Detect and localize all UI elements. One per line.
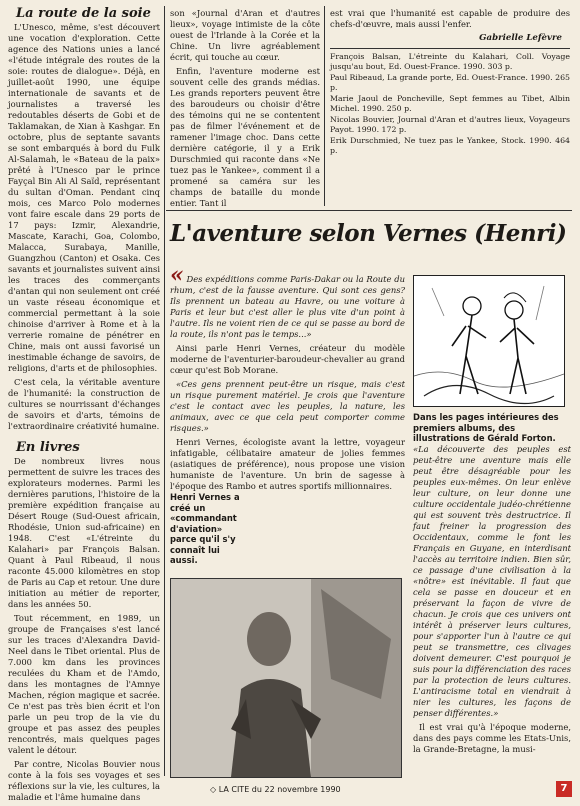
page-number: 7 — [556, 781, 572, 797]
comic-illustration — [413, 275, 565, 407]
paragraph: son «Journal d'Aran et d'autres lieux», voyage intimiste de la côte ouest de l'Irlande à la Corée et la Chine. Un livre agréablement écrit, qui touche au cœur. — [170, 8, 320, 62]
bibliography — [330, 52, 570, 156]
article-headline: L'aventure selon Vernes (Henri) — [170, 220, 567, 247]
article-column-right — [413, 444, 571, 758]
bibliography-item: Paul Ribeaud, La grande porte, Ed. Ouest-France. 1990. 265 p. — [330, 73, 570, 92]
column-1 — [8, 8, 160, 806]
paragraph: L'Unesco, même, s'est découvert une vocation d'exploration. Cette agence des Nations unies a lancé «l'étude intégrale des routes de la soie: routes de dialogue». Déjà, en juillet-août 1990, une équipe internationale de savants et de journalistes a traversé les redoutables déserts de Gobi et de Taklamakan, de Xian à Kashgar. En octobre, plus de septante savants se sont embarqués à bord du Fulk Al-Salamah, le «Bateau de la paix» prêté à l'Unesco par le prince Fayçal Bin Ali Al Saïd, représentant du sultan d'Oman. Pendant cinq mois, ces Marco Polo modernes vont faire escale dans 29 ports de 17 pays: Izmir, Alexandrie, Mascate, Karachi, Goa, Colombo, Malacca, Surabaya, Manille, Guangzhou (Canton) et Osaka. Ces savants et journalistes suivent ainsi les traces des commerçants d'antan qui non seulement ont créé un vaste réseau économique et commercial permettant à la soie chinoise d'arriver à Rome et à la verrerie romaine de pénétrer en Chine, mais ont aussi favorisé un inestimable échange de savoirs, de religions, d'arts et de philosophies. — [8, 22, 160, 373]
photo-henri-vernes — [170, 578, 402, 778]
paragraph: C'est cela, la véritable aventure de l'humanité: la construction de cultures se nourrissant d'échanges de savoirs et d'arts, témoins de l'extraordinaire créativité humaine. — [8, 377, 160, 431]
heading-en-livres: En livres — [16, 440, 80, 455]
photo-figure-icon — [171, 579, 401, 777]
paragraph: Il est vrai qu'à l'époque moderne, dans des pays comme les Etats-Unis, la Grande-Bretagne, la musi- — [413, 722, 571, 754]
photo-caption: Henri Vernes a créé un «commandant d'aviation» parce qu'il s'y connaît lui aussi. — [170, 492, 240, 565]
bibliography-item: Marie Jaoul de Poncheville, Sept femmes au Tibet, Albin Michel. 1990. 250 p. — [330, 94, 570, 113]
opening-quote — [170, 262, 405, 340]
diamond-icon: ◇ — [210, 785, 217, 794]
publication-date: du 22 novembre 1990 — [251, 785, 341, 794]
quote-paragraph: «Ces gens prennent peut-être un risque, mais c'est un risque purement matériel. Je crois que l'aventure c'est le contact avec les peuples, la nature, les animaux, avec ce que cela peut comporter comme risques.» — [170, 379, 405, 433]
paragraph: Tout récemment, en 1989, un groupe de Françaises s'est lancé sur les traces d'Alexandra David-Neel dans le Tibet oriental. Plus de 7.000 km dans les provinces reculées du Kham et de l'Amdo, dans les montagnes de l'Amnye Machen, région magique et sacrée. Ce n'est pas très bien écrit et l'on parle un peu trop de la vie du groupe et pas assez des peuples rencontrés, mais quelques pages valent le détour. — [8, 613, 160, 755]
column-divider — [164, 6, 165, 776]
paragraph: Par contre, Nicolas Bouvier nous conte à la fois ses voyages et ses réflexions sur la vie, les cultures, la maladie et l'âme humaine dans — [8, 759, 160, 802]
author-byline: Gabrielle Lefèvre — [479, 33, 562, 43]
bibliography-item: Nicolas Bouvier, Journal d'Aran et d'autres lieux, Voyageurs Payot. 1990. 172 p. — [330, 115, 570, 134]
article-column-middle — [170, 262, 405, 495]
paragraph: Henri Vernes, écologiste avant la lettre, voyageur infatigable, célibataire amateur de jolies femmes (asiatiques de préférence), nous propose une vision humaniste de l'aventure. Un brin de sagesse à l'époque des Rambo et autres sportifs millionnaires. — [170, 437, 405, 491]
quote-paragraph: «La découverte des peuples est peut-être une aventure mais elle peut être désagréable pour les peuples eux-mêmes. On leur enlève leur culture, on leur donne une culture occidentale judéo-chrétienne qui est souvent très destructrice. Il faut freiner la progression des Occidentaux, comme le font les Français en Guyane, en interdisant l'accès au territoire indien. Bien sûr, ce passage d'une civilisation à la «nôtre» est inévitable. Il faut que cela se passe en douceur et en préservant la façon de vivre de chacun. Je crois que ces univers ont intérêt à préserver leurs cultures, pour s'apporter l'un à l'autre ce qui peut se transmettre, ces clivages doivent demeurer. C'est pourquoi je suis pour la différenciation des races par la protection de leurs cultures. L'antiracisme total en viendrait à nier les cultures, les façons de penser différentes.» — [413, 444, 571, 718]
quote-text: Des expéditions comme Paris-Dakar ou la Route du rhum, c'est de la fausse aventure. Qui sont ces gens? Ils prennent un bateau au Havre, ou une voiture à Paris et leur but c'est aller le plus vite d'un point à l'autre. Ils ne voient rien de ce qui se passe au bord de la route, ils n'ont pas le temps...» — [170, 274, 405, 339]
bibliography-item: François Balsan, L'étreinte du Kalahari, Coll. Voyage jusqu'au bout, Ed. Ouest-France. 1990. 303 p. — [330, 52, 570, 71]
page-footer — [0, 778, 580, 800]
drawing-caption: Dans les pages intérieures des premiers albums, des illustrations de Gérald Forton. — [413, 412, 559, 443]
footer-text — [210, 785, 341, 794]
article-top-rule — [166, 210, 572, 211]
column-3 — [330, 8, 570, 157]
paragraph: est vrai que l'humanité est capable de produire des chefs-d'œuvre, mais aussi l'enfer. — [330, 8, 570, 29]
paragraph: Ainsi parle Henri Vernes, créateur du modèle moderne de l'aventurier-baroudeur-chevalier au grand cœur qu'est Bob Morane. — [170, 343, 405, 375]
divider — [330, 48, 570, 49]
column-2 — [170, 8, 320, 212]
paragraph: De nombreux livres nous permettent de suivre les traces des explorateurs modernes. Parmi les dernières parutions, l'histoire de la première expédition française au Désert Rouge (Sud-Ouest africain, Rhodésie, Union sud-africaine) en 1948. C'est «L'étreinte du Kalahari» par François Balsan. Quant à Paul Ribeaud, il nous raconte 45.000 kilomètres en stop de Paris au Cap et retour. Une dure initiation au métier de reporter, dans les années 50. — [8, 456, 160, 609]
heading-route-de-la-soie: La route de la soie — [16, 6, 151, 21]
paragraph: Enfin, l'aventure moderne est souvent celle des grands médias. Les grands reporters peuvent être des baroudeurs ou choisir d'être des témoins qui ne se contentent pas de filmer l'événement et de ramener l'image choc. Dans cette dernière catégorie, il y a Erik Durschmied qui raconte dans «Ne tuez pas le Yankee», comment il a promené sa caméra sur les champs de bataille du monde entier. Tant il — [170, 66, 320, 208]
illustration-sketch-icon — [414, 276, 564, 406]
publication-name: LA CITE — [218, 785, 250, 794]
quote-mark-icon: « — [170, 262, 184, 288]
column-divider — [324, 6, 325, 206]
bibliography-item: Erik Durschmied, Ne tuez pas le Yankee, Stock. 1990. 464 p. — [330, 136, 570, 155]
